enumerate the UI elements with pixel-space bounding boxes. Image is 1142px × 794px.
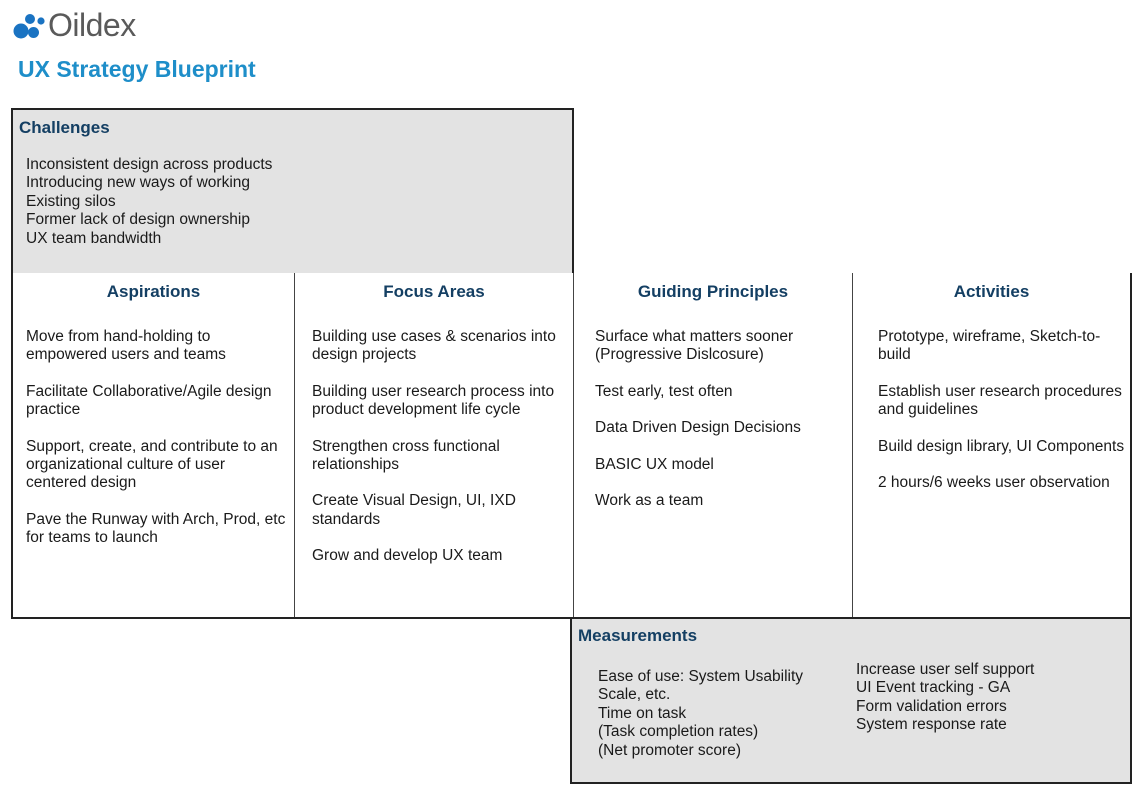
list-item: Build design library, UI Components <box>878 437 1125 455</box>
challenges-list <box>26 156 272 248</box>
column-heading: Guiding Principles <box>637 282 789 301</box>
challenges-heading: Challenges <box>19 118 110 137</box>
list-item: Former lack of design ownership <box>26 211 250 229</box>
column-guiding-principles <box>573 273 852 617</box>
column-activities <box>852 273 1130 617</box>
list-item: Surface what matters sooner (Progressive Dislcosure) <box>595 328 794 364</box>
list-item: Support, create, and contribute to an organizational culture of user centered design <box>26 437 278 492</box>
list-item: Form validation errors <box>856 697 1007 715</box>
list-item: BASIC UX model <box>595 455 714 473</box>
page-title: UX Strategy Blueprint <box>18 56 256 82</box>
logo-text: Oildex <box>48 7 136 43</box>
oildex-dots-logo-icon <box>12 10 46 40</box>
list-item: Data Driven Design Decisions <box>595 419 801 437</box>
list-item: Work as a team <box>595 492 704 510</box>
strategy-grid <box>11 273 1132 619</box>
list-item: Create Visual Design, UI, IXD standards <box>312 492 516 528</box>
measurements-heading: Measurements <box>578 626 698 645</box>
column-focus-areas <box>294 273 573 617</box>
measurements-right-list <box>856 661 1034 735</box>
list-item: Existing silos <box>26 192 116 210</box>
list-item: (Net promoter score) <box>598 741 741 759</box>
list-item: UI Event tracking - GA <box>856 679 1011 697</box>
list-item: Introducing new ways of working <box>26 174 251 192</box>
list-item: Strengthen cross functional relationships <box>312 437 500 474</box>
list-item: Move from hand-holding to empowered users and teams <box>26 328 226 364</box>
list-item: Grow and develop UX team <box>312 547 503 565</box>
column-heading: Activities <box>953 282 1030 301</box>
list-item: 2 hours/6 weeks user observation <box>878 474 1110 492</box>
column-heading: Aspirations <box>106 282 201 301</box>
list-item: Inconsistent design across products <box>26 156 273 173</box>
list-item: Building user research process into product development life cycle <box>312 382 555 419</box>
list-item: UX team bandwidth <box>26 229 162 247</box>
challenges-box <box>11 108 574 276</box>
list-item: Ease of use: System Usability Scale, etc. <box>598 668 804 704</box>
list-item: Test early, test often <box>595 382 733 400</box>
list-item: Time on task <box>598 704 687 722</box>
list-item: Facilitate Collaborative/Agile design practice <box>26 382 272 419</box>
column-items <box>312 328 567 584</box>
list-item: Establish user research procedures and guidelines <box>878 382 1122 419</box>
list-item: Increase user self support <box>856 661 1035 678</box>
logo <box>12 6 136 44</box>
column-aspirations <box>13 273 294 617</box>
measurements-left-list <box>598 668 838 760</box>
measurements-box <box>570 617 1132 784</box>
column-items <box>595 328 846 528</box>
list-item: Pave the Runway with Arch, Prod, etc for teams to launch <box>26 510 286 547</box>
column-items <box>878 328 1126 510</box>
list-item: Prototype, wireframe, Sketch-to-build <box>878 328 1101 364</box>
column-items <box>26 328 288 566</box>
column-heading: Focus Areas <box>383 282 485 301</box>
list-item: (Task completion rates) <box>598 723 759 741</box>
list-item: System response rate <box>856 716 1007 734</box>
list-item: Building use cases & scenarios into design projects <box>312 328 556 364</box>
